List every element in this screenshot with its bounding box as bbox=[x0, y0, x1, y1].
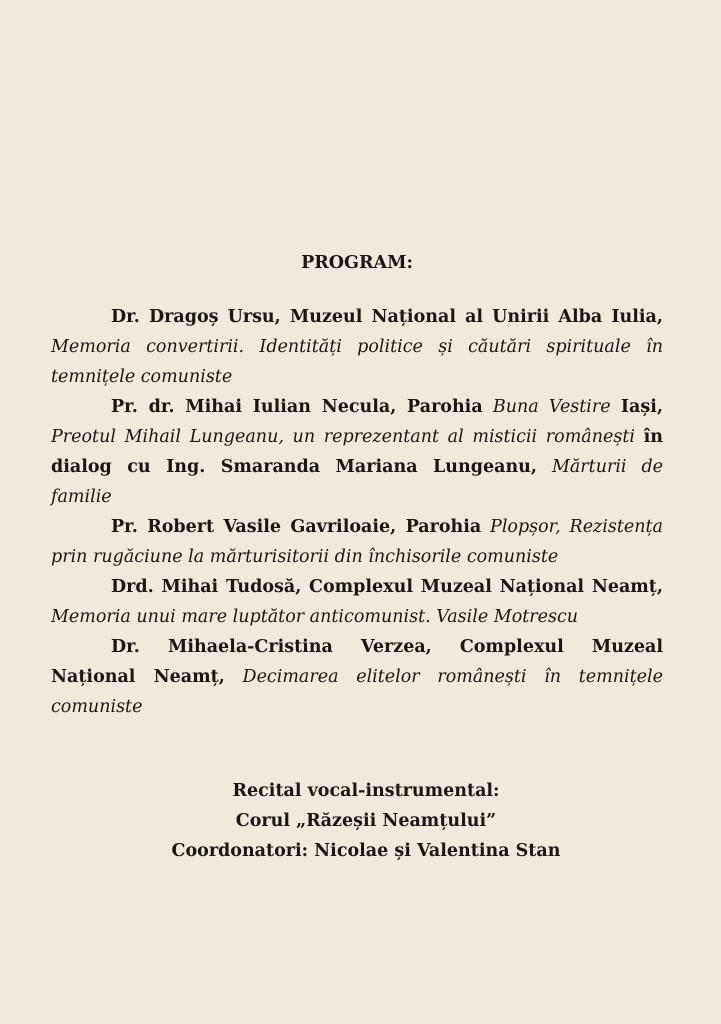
speaker-name: Dr. Dragoș Ursu, Muzeul Național al Unirii Alba Iulia, bbox=[111, 307, 663, 327]
recital-block bbox=[0, 776, 721, 866]
coordinators: Coordonatori: Nicolae și Valentina Stan bbox=[171, 841, 561, 861]
talk-title: Preotul Mihail Lungeanu, un reprezentant al misticii românești bbox=[51, 427, 635, 447]
talk-title: Rezistența prin rugăciune la mărturisitorii din închisorile comuniste bbox=[51, 517, 663, 567]
talk-title-second: Mărturii de familie bbox=[51, 457, 663, 507]
talk-title: Memoria convertirii. Identități politice și căutări spirituale în temnițele comuniste bbox=[51, 337, 663, 387]
program-entry bbox=[51, 632, 663, 722]
program-entry bbox=[51, 302, 663, 392]
choir-name: Corul „Răzeșii Neamțului” bbox=[235, 811, 497, 831]
speaker-name: Pr. dr. Mihai Iulian Necula, Parohia bbox=[111, 397, 483, 417]
talk-title: Memoria unui mare luptător anticomunist. Vasile Motrescu bbox=[51, 607, 579, 627]
speaker-name: Drd. Mihai Tudosă, Complexul Muzeal Național Neamț, bbox=[111, 577, 663, 597]
parish-name: Buna Vestire bbox=[492, 397, 611, 417]
program-list bbox=[51, 302, 663, 722]
speaker-city: Iași, bbox=[620, 397, 663, 417]
parish-name: Plopșor, bbox=[490, 517, 561, 537]
talk-title: Decimarea elitelor românești în temnițele comuniste bbox=[51, 667, 663, 717]
recital-title: Recital vocal-instrumental: bbox=[232, 781, 500, 801]
program-entry bbox=[51, 512, 663, 572]
program-heading: PROGRAM: bbox=[301, 253, 413, 273]
co-speaker: în dialog cu Ing. Smaranda Mariana Lungeanu, bbox=[51, 427, 663, 477]
speaker-name: Pr. Robert Vasile Gavriloaie, Parohia bbox=[111, 517, 482, 537]
speaker-name: Dr. Mihaela-Cristina Verzea, Complexul Muzeal Național Neamț, bbox=[51, 637, 663, 687]
program-entry bbox=[51, 572, 663, 632]
program-entry bbox=[51, 392, 663, 512]
